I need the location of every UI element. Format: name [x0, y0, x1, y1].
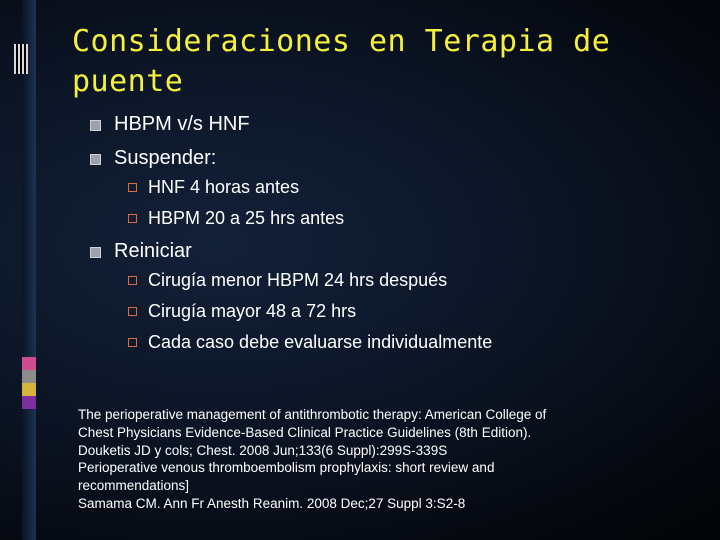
- square-outline-bullet-icon: [128, 338, 137, 347]
- list-item: [78, 148, 698, 227]
- list-item: [114, 333, 698, 351]
- list-item-label: Suspender:: [114, 147, 217, 169]
- rail-stripes-icon: [14, 44, 28, 74]
- bullet-list-level1: [78, 114, 698, 351]
- bullet-list-level2: [114, 178, 698, 227]
- square-bullet-icon: [90, 120, 101, 131]
- list-item-label: HBPM v/s HNF: [114, 113, 250, 135]
- list-item: [114, 271, 698, 289]
- reference-line: Samama CM. Ann Fr Anesth Reanim. 2008 Dec;27 Suppl 3:S2-8: [78, 496, 466, 512]
- list-item: [78, 241, 698, 351]
- list-item-label: Cirugía mayor 48 a 72 hrs: [148, 301, 357, 321]
- list-item-label: Reiniciar: [114, 240, 192, 262]
- list-item: [114, 209, 698, 227]
- square-outline-bullet-icon: [128, 307, 137, 316]
- square-outline-bullet-icon: [128, 214, 137, 223]
- list-item: [114, 302, 698, 320]
- color-chip-gray: [22, 370, 36, 383]
- square-outline-bullet-icon: [128, 183, 137, 192]
- list-item-label: HNF 4 horas antes: [148, 177, 300, 197]
- list-item-label: Cada caso debe evaluarse individualmente: [148, 332, 493, 352]
- list-item-label: HBPM 20 a 25 hrs antes: [148, 208, 345, 228]
- left-decorative-rail: [0, 0, 36, 540]
- square-bullet-icon: [90, 247, 101, 258]
- square-outline-bullet-icon: [128, 276, 137, 285]
- reference-line: Douketis JD y cols; Chest. 2008 Jun;133(6 Suppl):299S-339S: [78, 442, 448, 458]
- list-item-label: Cirugía menor HBPM 24 hrs después: [148, 270, 448, 290]
- square-bullet-icon: [90, 154, 101, 165]
- list-item: [114, 178, 698, 196]
- slide-title: Consideraciones en Terapia de puente: [72, 24, 611, 99]
- color-chip-pink: [22, 357, 36, 370]
- color-chip-purple: [22, 396, 36, 409]
- reference-citation: [78, 406, 678, 513]
- reference-line: The perioperative management of antithrombotic therapy: American College of: [78, 407, 547, 422]
- slide-body: [78, 114, 698, 365]
- reference-line: Chest Physicians Evidence-Based Clinical Practice Guidelines (8th Edition).: [78, 424, 532, 440]
- color-chip-yellow: [22, 383, 36, 396]
- reference-line: Perioperative venous thromboembolism prophylaxis: short review and: [78, 460, 495, 476]
- bullet-list-level2: [114, 271, 698, 351]
- reference-line: recommendations]: [78, 478, 190, 494]
- rail-gradient-strip: [22, 0, 36, 540]
- list-item: [78, 114, 698, 134]
